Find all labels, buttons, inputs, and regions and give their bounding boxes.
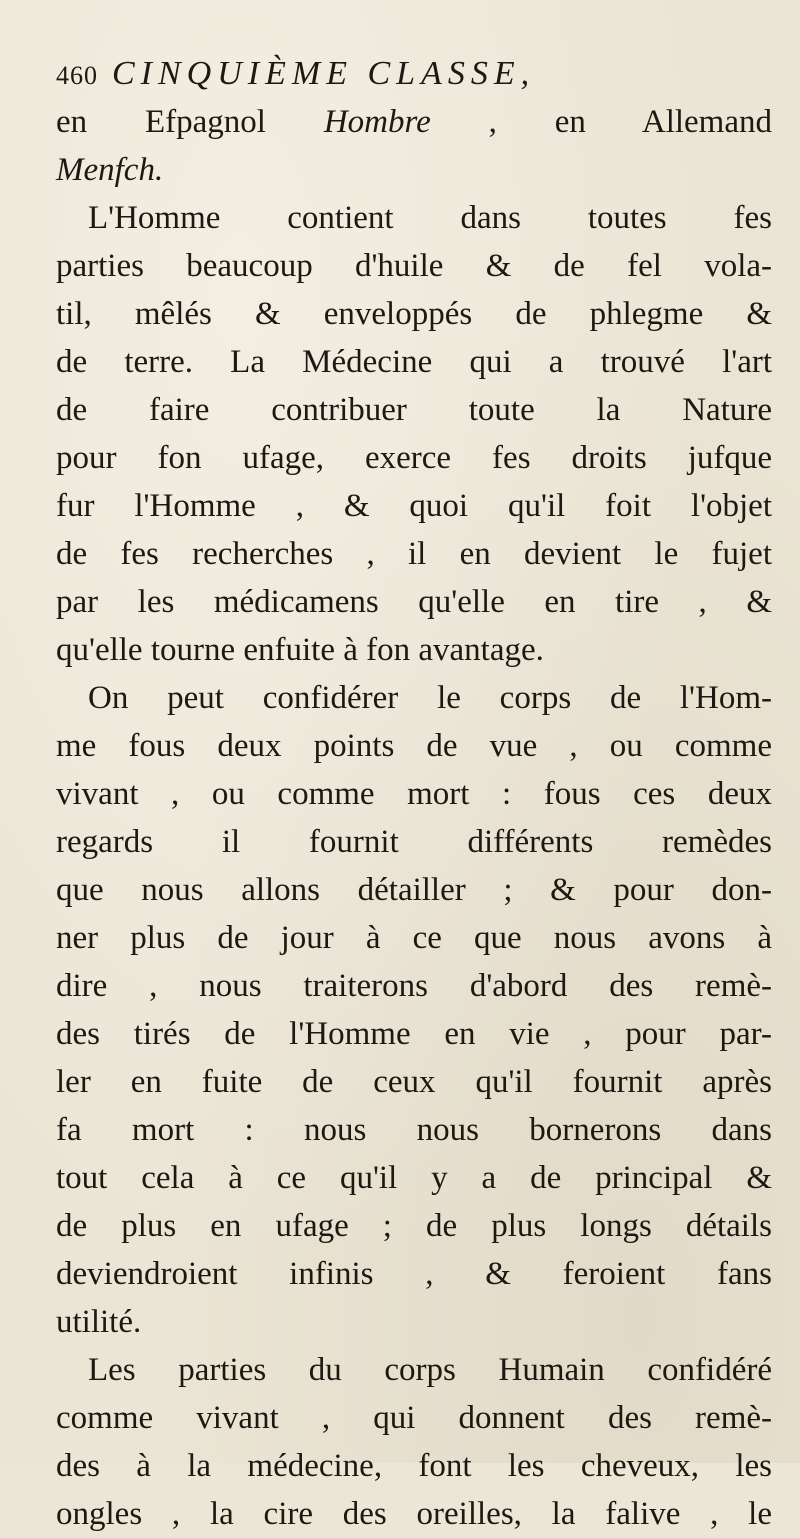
text-line: ler en fuite de ceux qu'il fournit après <box>56 1064 772 1100</box>
text-line: de fes recherches , il en devient le fujet <box>56 536 772 572</box>
text-line: me fous deux points de vue , ou comme <box>56 728 772 764</box>
text-line: regards il fournit différents remèdes <box>56 824 772 860</box>
text-line: parties beaucoup d'huile & de fel vola- <box>56 248 772 284</box>
text-line: vivant , ou comme mort : fous ces deux <box>56 776 772 812</box>
text-line: de plus en ufage ; de plus longs détails <box>56 1208 772 1244</box>
text-line: dire , nous traiterons d'abord des remè- <box>56 968 772 1004</box>
text-line: de faire contribuer toute la Nature <box>56 392 772 428</box>
text-line: par les médicamens qu'elle en tire , & <box>56 584 772 620</box>
text-line: tout cela à ce qu'il y a de principal & <box>56 1160 772 1196</box>
page-number: 460 <box>56 61 98 90</box>
text-line: des à la médecine, font les cheveux, les <box>56 1448 772 1484</box>
text-line: en Efpagnol Hombre , en Allemand <box>56 104 772 140</box>
text-line: pour fon ufage, exerce fes droits jufque <box>56 440 772 476</box>
text-block <box>56 50 772 1538</box>
text-line: utilité. <box>56 1304 142 1340</box>
text-line: fa mort : nous nous bornerons dans <box>56 1112 772 1148</box>
text-line: Menfch. <box>56 152 164 188</box>
text-line: des tirés de l'Homme en vie , pour par- <box>56 1016 772 1052</box>
text-line: ongles , la cire des oreilles, la falive , le <box>56 1496 772 1532</box>
text-line: comme vivant , qui donnent des remè- <box>56 1400 772 1436</box>
page-header <box>56 50 772 98</box>
paragraph-start: On peut confidérer le corps de l'Hom- <box>88 680 772 716</box>
paragraph-start: L'Homme contient dans toutes fes <box>88 200 772 236</box>
text-line: qu'elle tourne enfuite à fon avantage. <box>56 632 544 668</box>
text-line: deviendroient infinis , & feroient fans <box>56 1256 772 1292</box>
text-line: de terre. La Médecine qui a trouvé l'art <box>56 344 772 380</box>
paragraph-start: Les parties du corps Humain confidéré <box>88 1352 772 1388</box>
text-line: que nous allons détailler ; & pour don- <box>56 872 772 908</box>
text-line: fur l'Homme , & quoi qu'il foit l'objet <box>56 488 772 524</box>
text-line: ner plus de jour à ce que nous avons à <box>56 920 772 956</box>
text-line: til, mêlés & enveloppés de phlegme & <box>56 296 772 332</box>
running-head: CINQUIÈME CLASSE, <box>112 55 536 92</box>
